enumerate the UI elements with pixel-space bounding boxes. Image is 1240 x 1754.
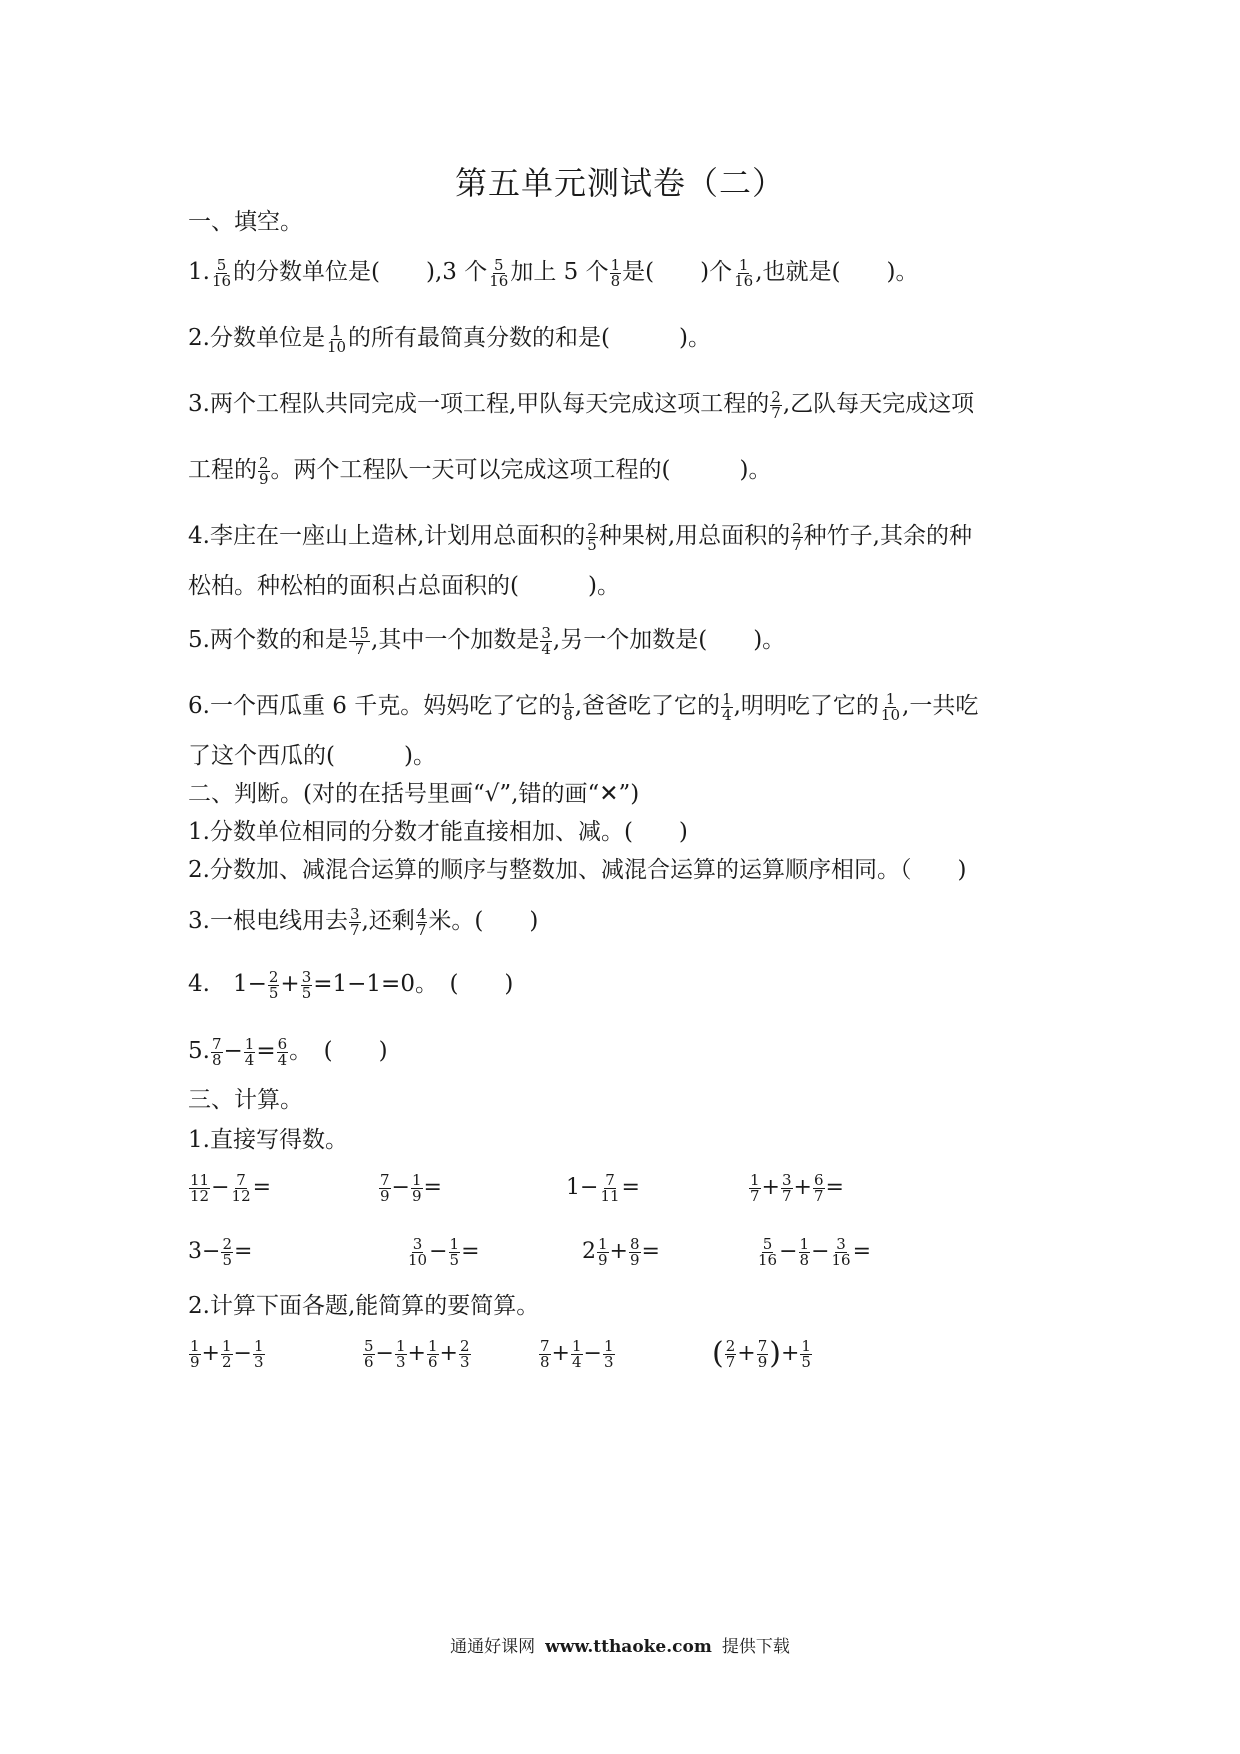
- footer-url[interactable]: www.tthaoke.com: [545, 1637, 712, 1657]
- fraction: $\frac{2}{5}$: [587, 519, 597, 554]
- fill-question-6-line-2: 了这个西瓜的( )。: [188, 743, 436, 769]
- fraction: $\frac{1}{8}$: [563, 689, 573, 724]
- calc-item: $\frac{3}{10}$ − $\frac{1}{5}$ =: [408, 1234, 480, 1269]
- footer: [0, 1632, 1240, 1657]
- fill-question-2: 2.分数单位是 $\frac{1}{10}$ 的所有最简真分数的和是( )。: [188, 321, 711, 356]
- calc-item: $\frac{1}{9}$ + $\frac{1}{2}$ − $\frac{1}{3}$: [190, 1336, 264, 1371]
- calc-item: 3− $\frac{2}{5}$ =: [188, 1234, 253, 1269]
- fill-question-4-line-1: 4.李庄在一座山上造林,计划用总面积的 $\frac{2}{5}$ 种果树,用总面积的 $\frac{2}{7}$ 种竹子,其余的种: [188, 519, 972, 554]
- footer-download-text: 提供下载: [721, 1637, 790, 1657]
- fraction: $\frac{5}{16}$: [489, 255, 509, 290]
- fraction: $\frac{2}{7}$: [792, 519, 802, 554]
- fill-question-3-line-2: 工程的 $\frac{2}{9}$ 。两个工程队一天可以完成这项工程的( )。: [188, 453, 772, 488]
- fill-question-3-line-1: 3.两个工程队共同完成一项工程,甲队每天完成这项工程的 $\frac{2}{7}$ ,乙队每天完成这项: [188, 387, 975, 422]
- fraction: $\frac{5}{16}$: [211, 255, 232, 290]
- fraction: $\frac{3}{4}$: [541, 623, 551, 658]
- fraction: $\frac{15}{7}$: [349, 623, 370, 658]
- fraction: $\frac{1}{16}$: [734, 255, 754, 290]
- calc-subheading-2: 2.计算下面各题,能简算的要简算。: [188, 1293, 540, 1319]
- fraction: $\frac{2}{5}$: [268, 967, 279, 1002]
- fraction: $\frac{1}{8}$: [610, 255, 621, 290]
- fraction: $\frac{4}{7}$: [416, 904, 427, 939]
- judge-question-2: 2.分数加、减混合运算的顺序与整数加、减混合运算的运算顺序相同。（ ): [188, 857, 967, 883]
- calc-item: $\frac{11}{12}$ − $\frac{7}{12}$ =: [190, 1170, 272, 1205]
- judge-question-5: 5. $\frac{7}{8}$ − $\frac{1}{4}$ = $\frac{6}{4}$ 。 ( ): [188, 1034, 388, 1069]
- section-heading-fill: 一、填空。: [188, 209, 303, 235]
- fraction: $\frac{1}{4}$: [244, 1034, 255, 1069]
- calc-item: 1− $\frac{7}{11}$ =: [566, 1170, 640, 1205]
- fill-question-6-line-1: 6.一个西瓜重 6 千克。妈妈吃了它的 $\frac{1}{8}$ ,爸爸吃了它的 $\frac{1}{4}$ ,明明吃了它的 $\frac{1}{10}$ ,一共吃: [188, 689, 979, 724]
- fraction: $\frac{7}{8}$: [211, 1034, 222, 1069]
- calc-item: $\frac{7}{8}$ + $\frac{1}{4}$ − $\frac{1}{3}$: [540, 1336, 614, 1371]
- calc-item: $\frac{7}{9}$ − $\frac{1}{9}$ =: [380, 1170, 442, 1205]
- fraction: $\frac{2}{9}$: [259, 453, 269, 488]
- calc-item: $\frac{5}{16}$ − $\frac{1}{8}$ − $\frac{3}{16}$ =: [758, 1234, 872, 1269]
- fill-question-5: 5.两个数的和是 $\frac{15}{7}$ ,其中一个加数是 $\frac{3}{4}$ ,另一个加数是( )。: [188, 623, 786, 658]
- section-heading-calc: 三、计算。: [188, 1087, 303, 1113]
- fraction: $\frac{6}{4}$: [277, 1034, 288, 1069]
- calc-item: $\frac{5}{6}$ − $\frac{1}{3}$ + $\frac{1}{6}$ + $\frac{2}{3}$: [364, 1336, 470, 1371]
- section-heading-judge: 二、判断。(对的在括号里画“√”,错的画“✕”): [188, 781, 640, 807]
- fraction: $\frac{1}{4}$: [722, 689, 732, 724]
- fraction: $\frac{3}{5}$: [301, 967, 312, 1002]
- calc-item: $\frac{1}{7}$ + $\frac{3}{7}$ + $\frac{6}{7}$ =: [750, 1170, 844, 1205]
- fraction: $\frac{3}{7}$: [349, 904, 360, 939]
- fill-question-4-line-2: 松柏。种松柏的面积占总面积的( )。: [188, 573, 620, 599]
- judge-question-3: 3.一根电线用去 $\frac{3}{7}$ ,还剩 $\frac{4}{7}$ 米。( ): [188, 904, 539, 939]
- calc-subheading-1: 1.直接写得数。: [188, 1127, 348, 1153]
- fraction: $\frac{2}{7}$: [771, 387, 781, 422]
- fraction: $\frac{1}{10}$: [880, 689, 901, 724]
- judge-question-4: 4. 1− $\frac{2}{5}$ + $\frac{3}{5}$ =1−1=0。 ( ): [188, 967, 514, 1002]
- calc-item: 2 $\frac{1}{9}$ + $\frac{8}{9}$ =: [582, 1234, 660, 1269]
- judge-question-1: 1.分数单位相同的分数才能直接相加、减。( ): [188, 819, 688, 845]
- footer-site-name: 通通好课网: [450, 1637, 536, 1657]
- fraction: $\frac{1}{10}$: [326, 321, 347, 356]
- page-title: 第五单元测试卷（二）: [454, 164, 785, 202]
- fill-question-1: 1. $\frac{5}{16}$ 的分数单位是( ),3 个 $\frac{5}{16}$ 加上 5 个 $\frac{1}{8}$ 是( )个 $\frac{1}{16}$ ,也就是( )。: [188, 255, 919, 290]
- calc-item: ( $\frac{2}{7}$ + $\frac{7}{9}$ )+ $\frac{1}{5}$: [712, 1336, 811, 1371]
